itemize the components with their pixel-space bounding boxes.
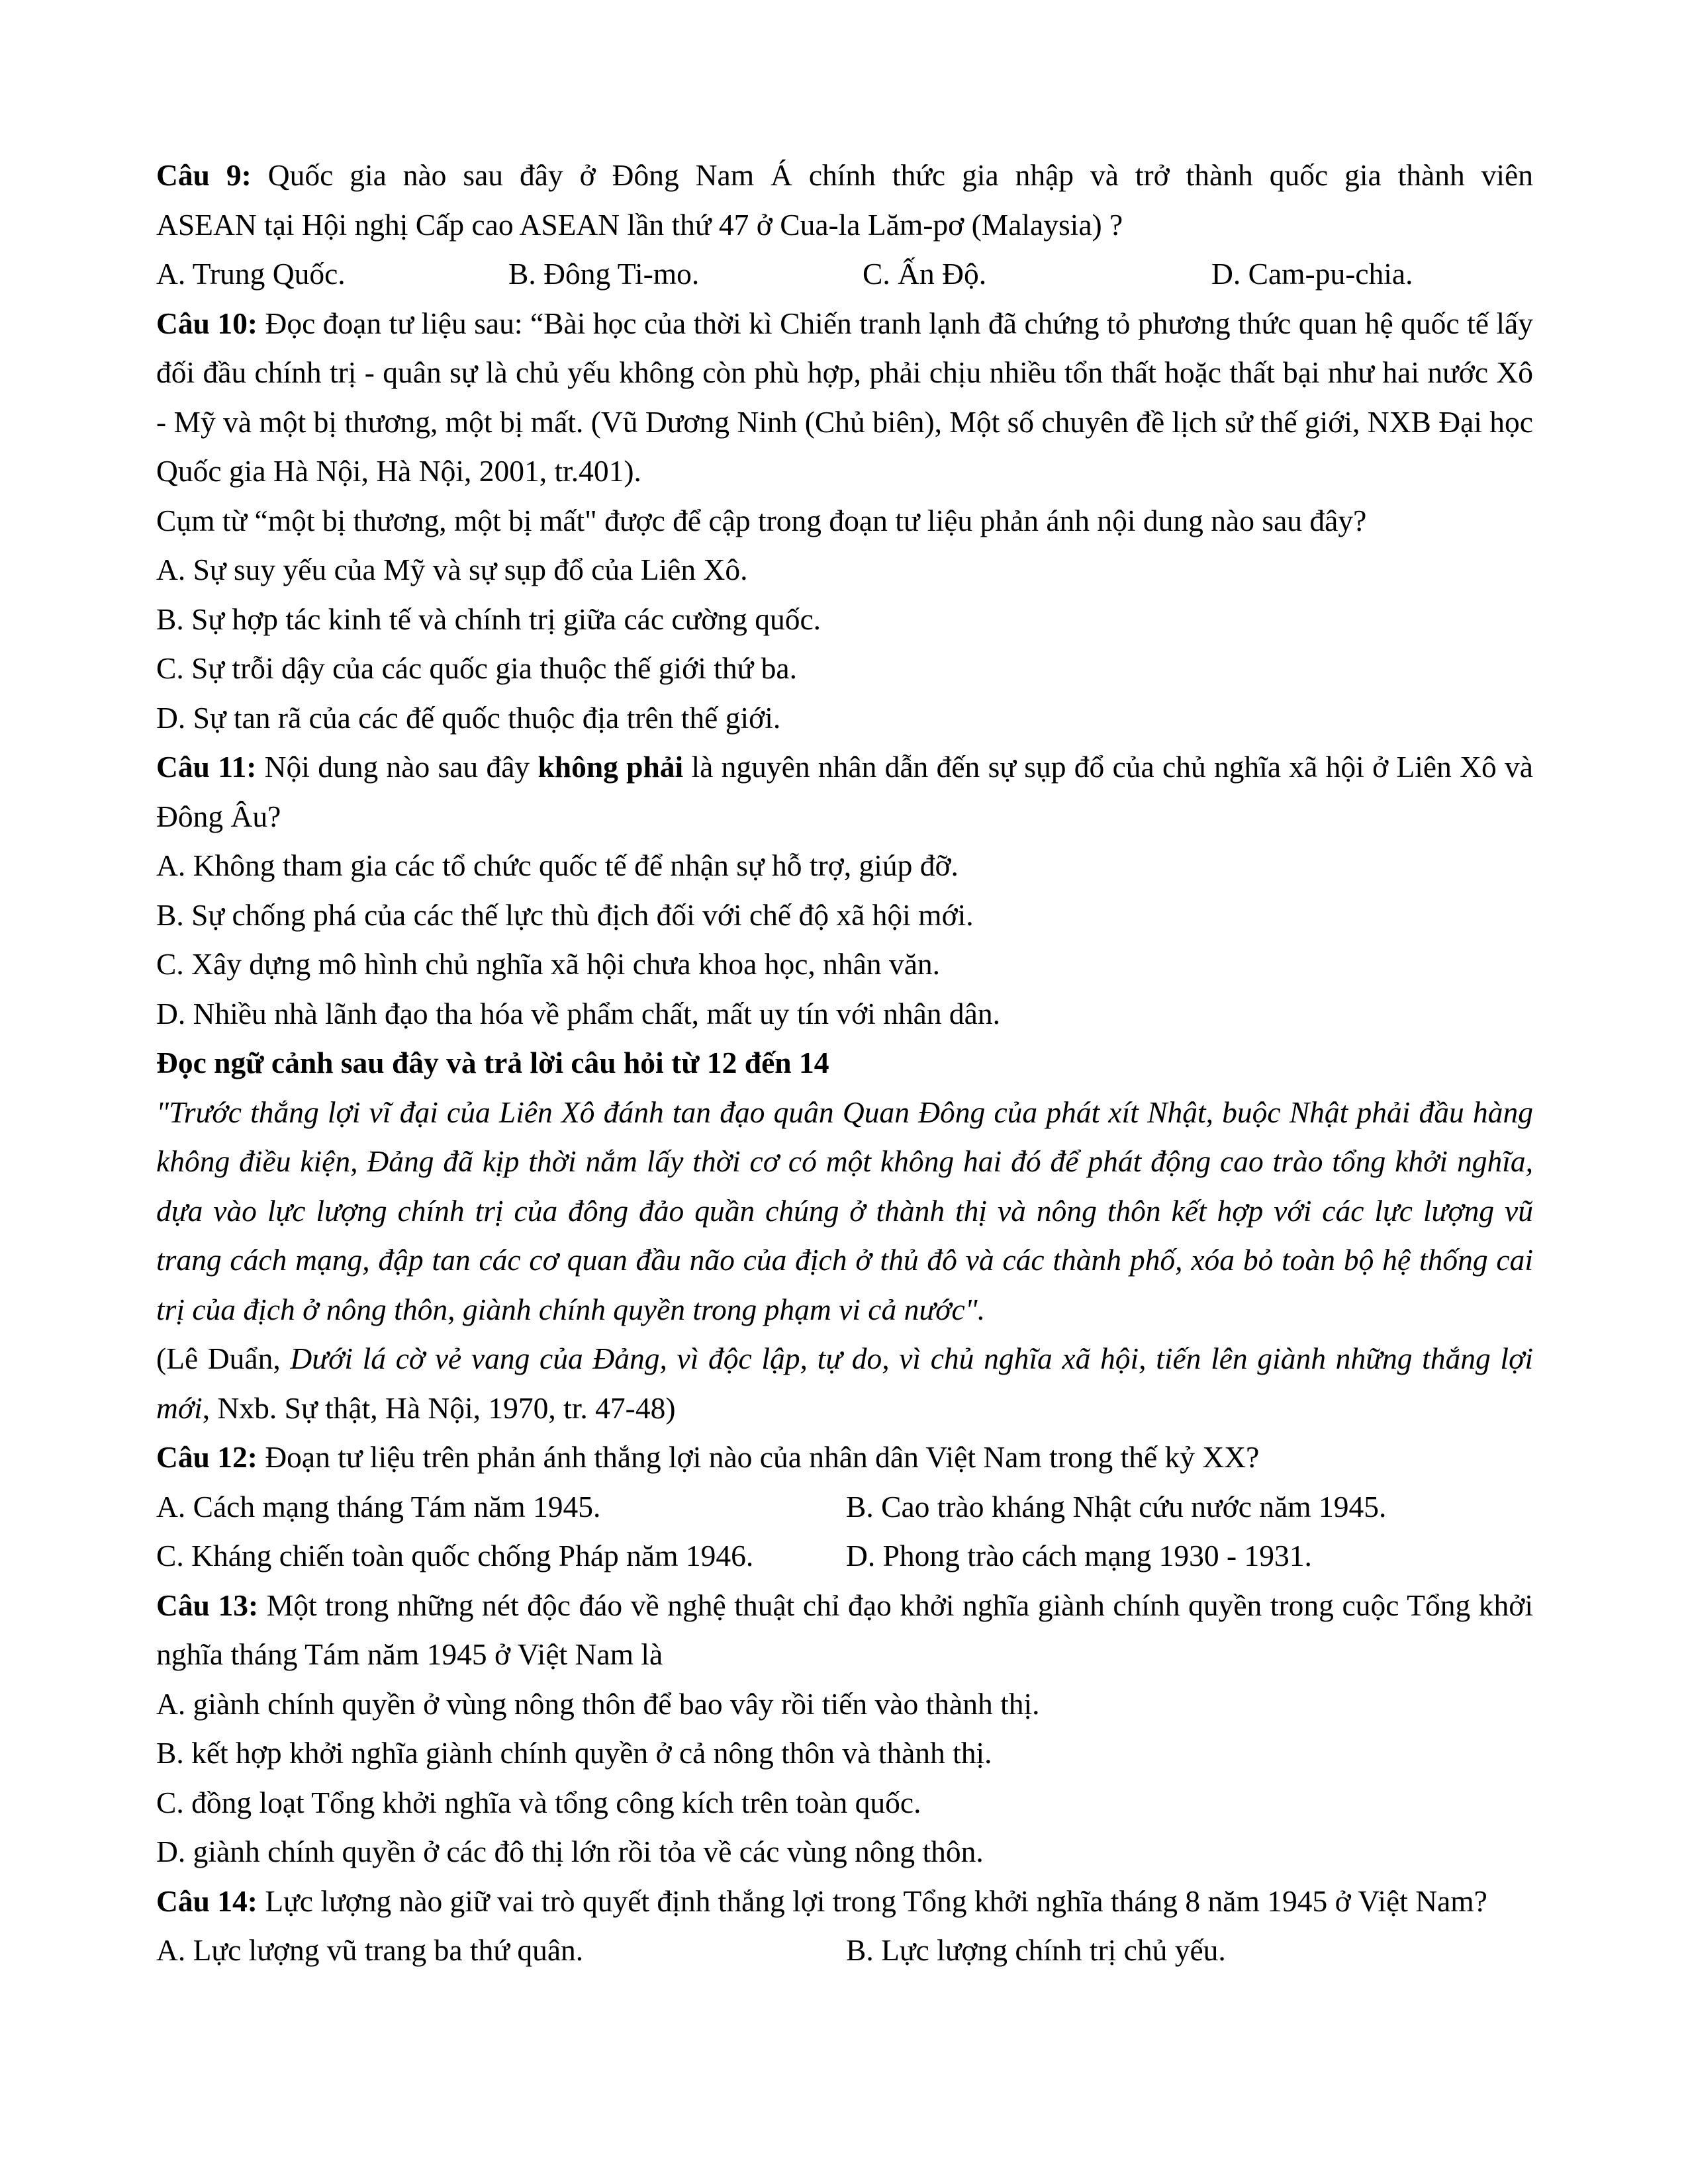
- negation-emphasis: không phải: [538, 750, 684, 784]
- option-d: D. Nhiều nhà lãnh đạo tha hóa về phẩm chất, mất uy tín với nhân dân.: [156, 996, 1000, 1030]
- question-12: [156, 1433, 1533, 1581]
- question-11: [156, 743, 1533, 1038]
- option-c: C. Kháng chiến toàn quốc chống Pháp năm 1946.: [156, 1539, 754, 1572]
- option-b: B. Sự hợp tác kinh tế và chính trị giữa các cường quốc.: [156, 602, 821, 636]
- option-c: C. Ấn Độ.: [863, 257, 987, 291]
- question-text: Nội dung nào sau đây: [256, 750, 538, 784]
- question-12-options-row-2: [156, 1531, 1533, 1581]
- question-text: Một trong những nét độc đáo về nghệ thuật chỉ đạo khởi nghĩa giành chính quyền trong cuộc Tổng khởi nghĩa tháng Tám năm 1945 ở Việt Nam là: [156, 1588, 1533, 1671]
- option-b: B. Cao trào kháng Nhật cứu nước năm 1945.: [846, 1489, 1387, 1524]
- question-14-stem: [156, 1877, 1533, 1927]
- context-heading: Đọc ngữ cảnh sau đây và trả lời câu hỏi từ 12 đến 14: [156, 1046, 829, 1079]
- question-label: Câu 11:: [156, 750, 257, 784]
- option-a: A. Sự suy yếu của Mỹ và sự sụp đổ của Liên Xô.: [156, 553, 748, 586]
- question-text: Lực lượng nào giữ vai trò quyết định thắng lợi trong Tổng khởi nghĩa tháng 8 năm 1945 ở Việt Nam?: [257, 1884, 1487, 1918]
- question-14: [156, 1877, 1533, 1976]
- option-d: D. Cam-pu-chia.: [1211, 257, 1413, 291]
- document-page: [156, 151, 1533, 1976]
- question-9-options: [156, 250, 1533, 299]
- option-a: A. Cách mạng tháng Tám năm 1945.: [156, 1489, 601, 1524]
- question-9: [156, 151, 1533, 299]
- question-text: Đọc đoạn tư liệu sau: “Bài học của thời kì Chiến tranh lạnh đã chứng tỏ phương thức quan hệ quốc tế lấy đối đầu chính trị - quân sự là chủ yếu không còn phù hợp, phải chịu nhiều tổn thất hoặc thất bại như hai nước Xô - Mỹ và một bị thương, một bị mất. (Vũ Dương Ninh (Chủ biên), Một số chuyên đề lịch sử thế giới, NXB Đại học Quốc gia Hà Nội, Hà Nội, 2001, tr.401).: [156, 306, 1533, 488]
- option-b: B. Đông Ti-mo.: [508, 257, 700, 291]
- question-10-stem: Cụm từ “một bị thương, một bị mất" được để cập trong đoạn tư liệu phản ánh nội dung nào sau đây?: [156, 503, 1367, 537]
- question-12-stem: [156, 1433, 1533, 1482]
- option-b: B. kết hợp khởi nghĩa giành chính quyền ở cả nông thôn và thành thị.: [156, 1736, 992, 1770]
- question-label: Câu 12:: [156, 1440, 258, 1474]
- option-a: A. Không tham gia các tổ chức quốc tế để nhận sự hỗ trợ, giúp đỡ.: [156, 848, 959, 882]
- context-source: [156, 1334, 1533, 1433]
- context-section: [156, 1038, 1533, 1433]
- option-d: D. Phong trào cách mạng 1930 - 1931.: [846, 1539, 1312, 1572]
- context-quote: "Trước thắng lợi vĩ đại của Liên Xô đánh tan đạo quân Quan Đông của phát xít Nhật, buộc Nhật phải đầu hàng không điều kiện, Đảng đã kịp thời nắm lấy thời cơ có một không hai đó để phát động cao trào tổng khởi nghĩa, dựa vào lực lượng chính trị của đông đảo quần chúng ở thành thị và nông thôn kết hợp với các lực lượng vũ trang cách mạng, đập tan các cơ quan đầu não của địch ở thủ đô và các thành phố, xóa bỏ toàn bộ hệ thống cai trị của địch ở nông thôn, giành chính quyền trong phạm vi cả nước".: [156, 1095, 1533, 1326]
- question-label: Câu 14:: [156, 1884, 258, 1918]
- question-label: Câu 10:: [156, 306, 258, 340]
- question-9-stem-line-1: [156, 151, 1533, 201]
- question-12-options-row-1: [156, 1482, 1533, 1532]
- option-b: B. Lực lượng chính trị chủ yếu.: [846, 1933, 1226, 1967]
- source-publisher: , Nxb. Sự thật, Hà Nội, 1970, tr. 47-48): [202, 1390, 676, 1425]
- question-text: Đoạn tư liệu trên phản ánh thắng lợi nào của nhân dân Việt Nam trong thế kỷ XX?: [257, 1440, 1260, 1474]
- option-d: D. giành chính quyền ở các đô thị lớn rồi tỏa về các vùng nông thôn.: [156, 1835, 984, 1868]
- question-13: [156, 1581, 1533, 1877]
- source-author: (Lê Duẩn,: [156, 1342, 291, 1375]
- option-a: A. Trung Quốc.: [156, 257, 346, 291]
- question-text: Quốc gia nào sau đây ở Đông Nam Á chính thức gia nhập và trở thành quốc gia thành viên: [251, 158, 1533, 192]
- question-label: Câu 9:: [156, 158, 252, 192]
- question-11-stem: [156, 743, 1533, 841]
- option-a: A. Lực lượng vũ trang ba thứ quân.: [156, 1933, 584, 1967]
- source-title: Dưới lá cờ vẻ vang của Đảng, vì độc lập, tự do, vì chủ nghĩa xã hội, tiến lên giành những thắng lợi mới: [156, 1342, 1533, 1425]
- question-label: Câu 13:: [156, 1588, 259, 1622]
- question-10: [156, 299, 1533, 743]
- option-c: C. Xây dựng mô hình chủ nghĩa xã hội chưa khoa học, nhân văn.: [156, 947, 941, 981]
- question-text: là nguyên nhân dẫn đến sự sụp đổ của chủ nghĩa xã hội ở Liên Xô và Đông Âu?: [156, 750, 1533, 833]
- question-14-options-row-1: [156, 1926, 1533, 1976]
- option-c: C. Sự trỗi dậy của các quốc gia thuộc thế giới thứ ba.: [156, 651, 797, 685]
- question-13-stem: [156, 1581, 1533, 1680]
- question-9-stem-line-2: ASEAN tại Hội nghị Cấp cao ASEAN lần thứ 47 ở Cua-la Lăm-pơ (Malaysia) ?: [156, 207, 1123, 242]
- option-d: D. Sự tan rã của các đế quốc thuộc địa trên thế giới.: [156, 700, 781, 735]
- question-10-passage: [156, 299, 1533, 496]
- option-c: C. đồng loạt Tổng khởi nghĩa và tổng công kích trên toàn quốc.: [156, 1785, 921, 1819]
- option-a: A. giành chính quyền ở vùng nông thôn để bao vây rồi tiến vào thành thị.: [156, 1686, 1040, 1721]
- option-b: B. Sự chống phá của các thế lực thù địch đối với chế độ xã hội mới.: [156, 897, 974, 932]
